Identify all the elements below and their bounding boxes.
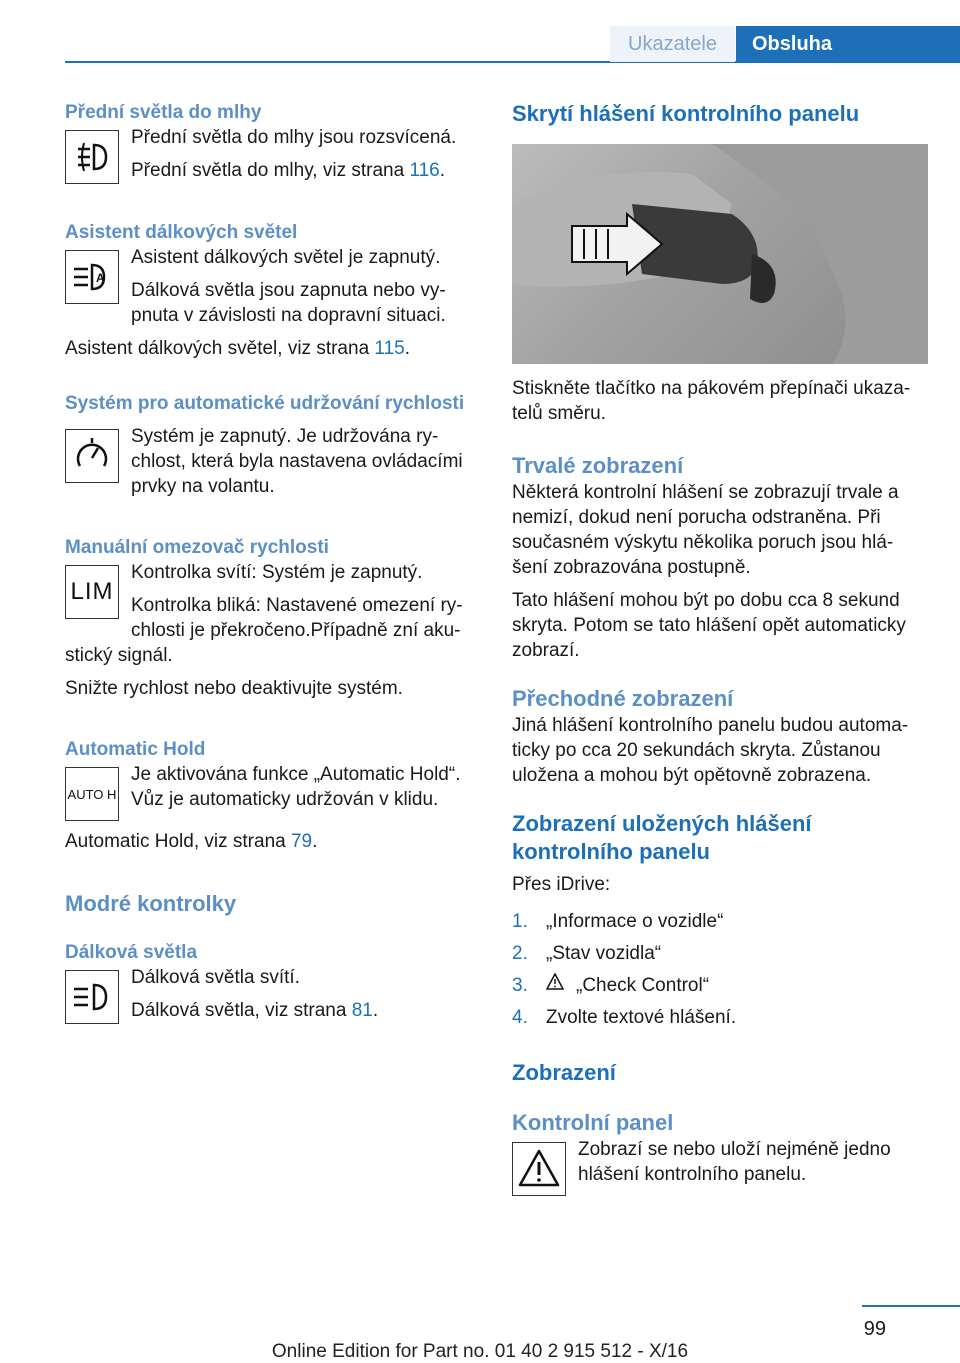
- tab-ukazatele[interactable]: Ukazatele: [610, 26, 735, 62]
- heading-temporary-display: Přechodné zobrazení: [512, 686, 734, 711]
- speed-limiter-entry: [65, 560, 477, 643]
- hba-status: Asistent dálkových světel je zapnutý.: [131, 247, 441, 268]
- page-link-81[interactable]: 81: [351, 1000, 373, 1021]
- control-panel-text: Zobrazí se nebo uloží nejméně jedno hlášení kontrolního panelu.: [578, 1139, 891, 1185]
- footer-rule: [862, 1305, 960, 1307]
- speed-limiter-icon: LIM: [65, 565, 119, 619]
- high-beam-assistant-entry: [65, 245, 477, 328]
- page-number: 99: [863, 1318, 886, 1340]
- list-item: 1. „Informace o vozidle“: [512, 911, 724, 932]
- heading-control-panel: Kontrolní panel: [512, 1110, 674, 1135]
- warning-triangle-icon: [546, 973, 564, 998]
- hide-instruction: Stiskněte tlačítko na pákovém přepínači ukaza‐telů směru.: [512, 378, 911, 424]
- svg-text:A: A: [96, 271, 105, 285]
- list-item: 4. Zvolte textové hlášení.: [512, 1007, 737, 1028]
- heading-fog-lights: Přední světla do mlhy: [65, 102, 262, 123]
- page-link-79[interactable]: 79: [290, 831, 313, 852]
- tab-obsluha[interactable]: Obsluha: [736, 26, 960, 62]
- heading-permanent-display: Trvalé zobrazení: [512, 453, 684, 478]
- edition-footer: Online Edition for Part no. 01 40 2 915 512 - X/16: [271, 1341, 689, 1362]
- auto-hold-text: Je aktivována funkce „Automatic Hold“. Vůz je automaticky udržován v klidu.: [131, 764, 461, 810]
- hba-ref: Asistent dálkových světel, viz strana 115.: [65, 338, 410, 359]
- cruise-control-icon: [65, 429, 119, 483]
- automatic-hold-entry: [65, 762, 477, 821]
- temporary-text: Jiná hlášení kontrolního panelu budou automa‐ticky po cca 20 sekundách skryta. Zůstanou uložena a mohou být opětovně zobrazena.: [512, 715, 909, 786]
- heading-blue-indicators: Modré kontrolky: [65, 891, 237, 916]
- limiter-status-flash-cont: stický signál.: [65, 645, 173, 666]
- heading-stored-messages: Zobrazení uložených hlášení kontrolního panelu: [512, 811, 812, 864]
- high-beam-entry: [65, 965, 477, 1024]
- limiter-status-on: Kontrolka svítí: Systém je zapnutý.: [131, 562, 423, 583]
- heading-automatic-hold: Automatic Hold: [65, 739, 206, 760]
- high-beam-icon: [65, 970, 119, 1024]
- limiter-status-flash: Kontrolka bliká: Nastavené omezení ry‐chlosti je překročeno.Případně zní aku‐: [131, 595, 463, 641]
- heading-display: Zobrazení: [512, 1060, 616, 1085]
- steps-list: [512, 909, 928, 1030]
- right-column: [512, 100, 928, 1196]
- page-link-116[interactable]: 116: [409, 160, 440, 181]
- front-fog-light-icon: [65, 130, 119, 184]
- permanent-text-1: Některá kontrolní hlášení se zobrazují trvale a nemizí, dokud není porucha odstraněna. Při současném výskytu několika poruch jsou hlá‐šení zobrazována postupně.: [512, 482, 899, 578]
- heading-hide-messages: Skrytí hlášení kontrolního panelu: [512, 101, 860, 126]
- cruise-control-entry: [65, 424, 477, 499]
- list-item: 3. „Check Control“: [512, 975, 710, 996]
- control-panel-entry: [512, 1137, 928, 1196]
- stored-intro: Přes iDrive:: [512, 874, 611, 895]
- fog-lights-ref: Přední světla do mlhy, viz strana 116.: [131, 160, 446, 181]
- limiter-advice: Snižte rychlost nebo deaktivujte systém.: [65, 678, 403, 699]
- high-beam-ref: Dálková světla, viz strana 81.: [131, 1000, 379, 1021]
- auto-hold-icon: AUTO H: [65, 767, 119, 821]
- list-item: 2. „Stav vozidla“: [512, 943, 662, 964]
- permanent-text-2: Tato hlášení mohou být po dobu cca 8 sekund skryta. Potom se tato hlášení opět automaticky zobrazí.: [512, 590, 906, 661]
- high-beam-assistant-icon: [65, 250, 119, 304]
- left-column: [65, 100, 477, 1024]
- warning-triangle-large-icon: [512, 1142, 566, 1196]
- fog-lights-status: Přední světla do mlhy jsou rozsvícená.: [131, 127, 457, 148]
- hba-description: Dálková světla jsou zapnuta nebo vy‐pnuta v závislosti na dopravní situaci.: [131, 280, 446, 326]
- cruise-control-text: Systém je zapnutý. Je udržována ry‐chlost, která byla nastavena ovládacími prvky na volantu.: [131, 426, 463, 497]
- heading-high-beam-assistant: Asistent dálkových světel: [65, 222, 298, 243]
- auto-hold-ref: Automatic Hold, viz strana 79.: [65, 831, 318, 852]
- high-beam-status: Dálková světla svítí.: [131, 967, 300, 988]
- fog-lights-entry: [65, 125, 477, 184]
- heading-speed-limiter: Manuální omezovač rychlosti: [65, 537, 329, 558]
- heading-high-beam: Dálková světla: [65, 942, 198, 963]
- page-link-115[interactable]: 115: [374, 338, 405, 359]
- heading-cruise-control: Systém pro automatické udržování rychlosti: [65, 393, 465, 414]
- turn-signal-lever-photo: [512, 144, 928, 364]
